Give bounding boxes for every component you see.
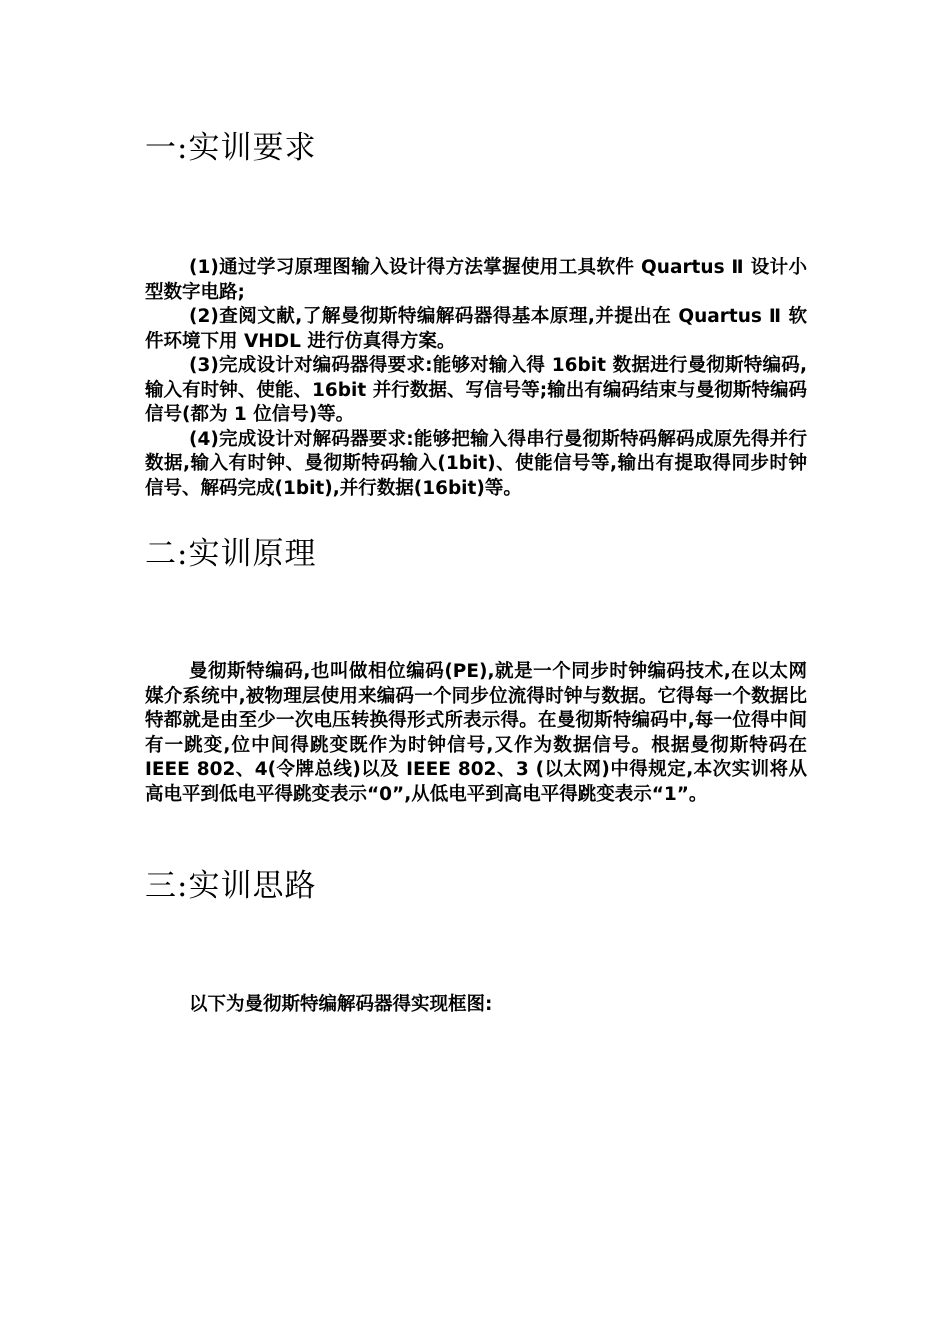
section-2-paragraph-1: 曼彻斯特编码,也叫做相位编码(PE),就是一个同步时钟编码技术,在以太网媒介系统中,被物理层使用来编码一个同步位流得时钟与数据。它得每一个数据比特都就是由至少一次电压转换得形式所表示得。在曼彻斯特编码中,每一位得中间有一跳变,位中间得跳变既作为时钟信号,又作为数据信号。根据曼彻斯特码在 IEEE 802、4(令牌总线)以及 IEEE 802、3 (以太网)中得规定,本次实训将从高电平到低电平得跳变表示“0”,从低电平到高电平得跳变表示“1”。 bbox=[145, 661, 807, 805]
section-1-paragraph-3: (3)完成设计对编码器得要求:能够对输入得 16bit 数据进行曼彻斯特编码,输入有时钟、使能、16bit 并行数据、写信号等;输出有编码结束与曼彻斯特编码信号(都为 1 位信号)等。 bbox=[145, 355, 807, 425]
section-3-paragraph-1: 以下为曼彻斯特编解码器得实现框图: bbox=[189, 994, 493, 1015]
section-3-heading: 三:实训思路 bbox=[145, 868, 317, 904]
section-1-paragraph-4: (4)完成设计对解码器要求:能够把输入得串行曼彻斯特码解码成原先得并行数据,输入有时钟、曼彻斯特码输入(1bit)、使能信号等,输出有提取得同步时钟信号、解码完成(1bit),并行数据(16bit)等。 bbox=[145, 428, 807, 499]
section-2-body bbox=[145, 660, 807, 807]
section-1-body bbox=[145, 256, 807, 501]
section-1-paragraph-2: (2)查阅文献,了解曼彻斯特编解码器得基本原理,并提出在 Quartus Ⅱ 软件环境下用 VHDL 进行仿真得方案。 bbox=[145, 306, 807, 352]
section-2-heading: 二:实训原理 bbox=[145, 536, 317, 572]
section-3-body bbox=[145, 993, 807, 1018]
section-1-heading: 一:实训要求 bbox=[145, 130, 317, 166]
section-1-paragraph-1: (1)通过学习原理图输入设计得方法掌握使用工具软件 Quartus Ⅱ 设计小型数字电路; bbox=[145, 257, 807, 303]
